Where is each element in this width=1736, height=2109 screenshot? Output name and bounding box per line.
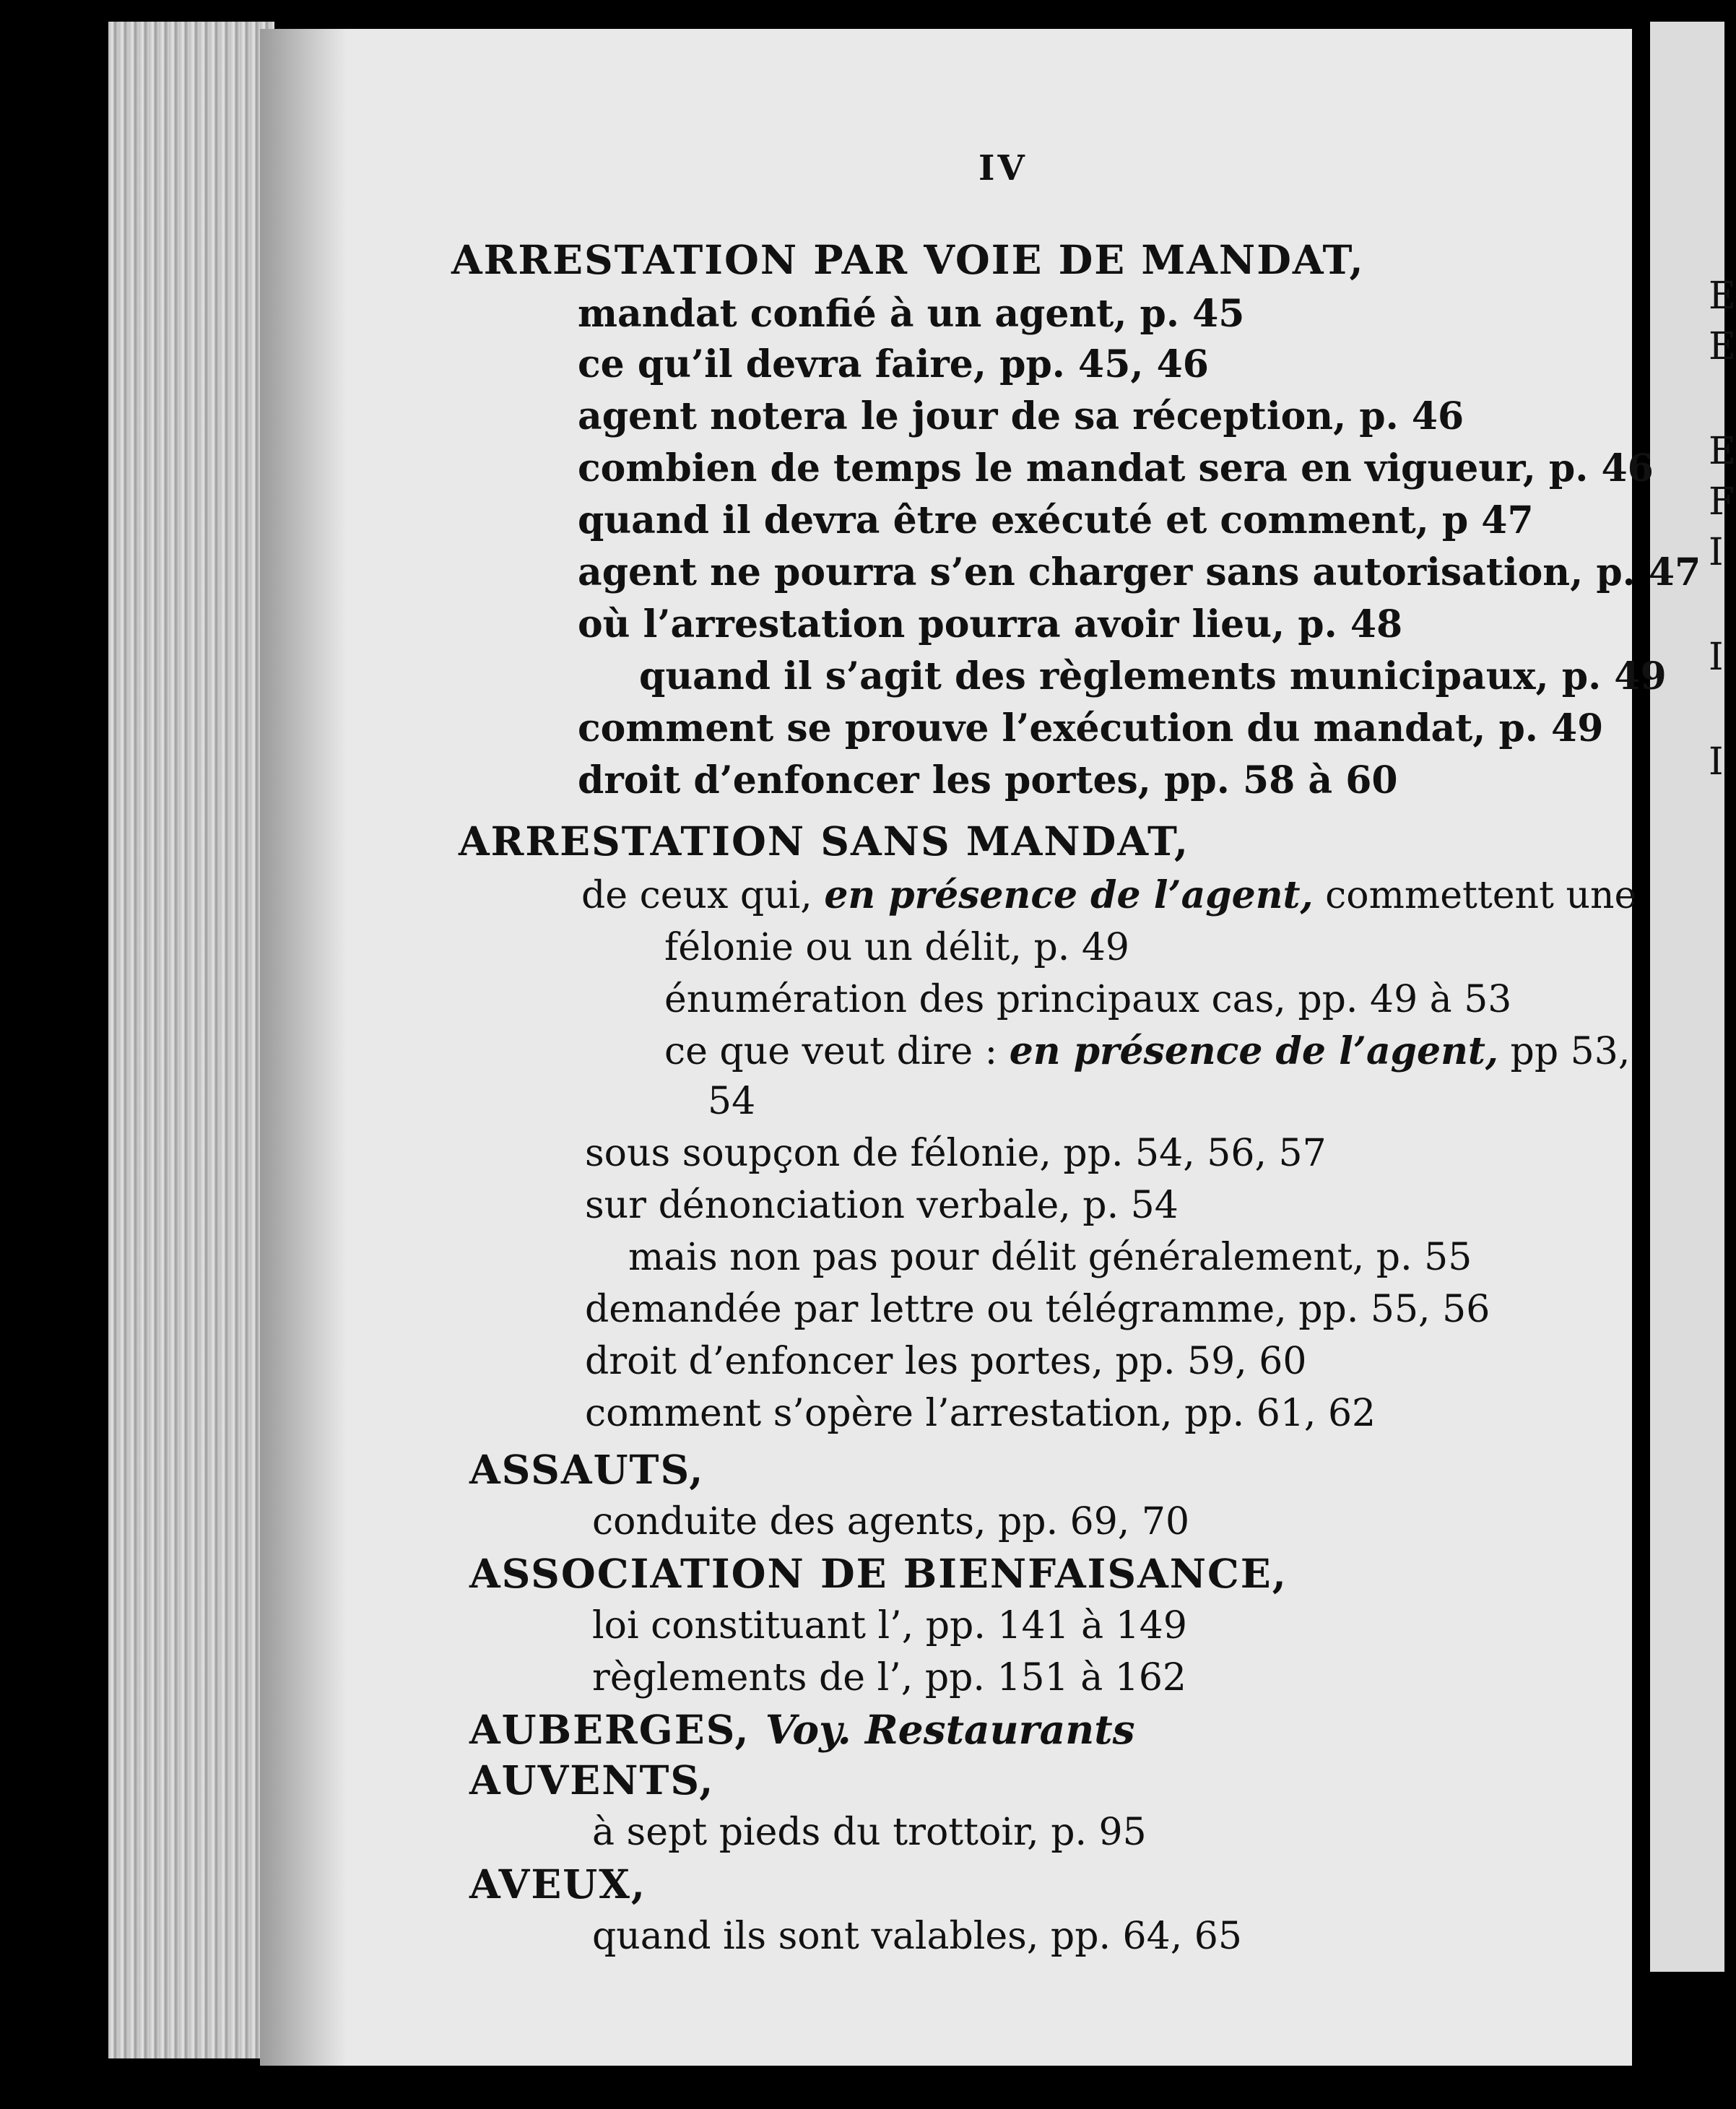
entry-italic-text: en présence de l’agent, [1009,1029,1499,1073]
cross-reference: Voy. Restaurants [765,1706,1135,1753]
index-entry: énumération des principaux cas, pp. 49 à 53 [664,978,1512,1021]
index-heading: ASSAUTS, [469,1446,705,1493]
entry-text: ce que veut dire : [664,1030,1010,1073]
facing-page-letter: I [1709,531,1724,574]
index-entry: droit d’enfoncer les portes, pp. 58 à 60 [578,758,1398,802]
entry-text: de ceux qui, [581,874,825,917]
index-entry [581,870,1636,921]
index-heading: AUVENTS, [469,1757,715,1803]
index-entry: 54 [708,1080,756,1123]
index-entry: loi constituant l’, pp. 141 à 149 [592,1604,1187,1647]
index-entry: agent notera le jour de sa réception, p. 46 [578,394,1464,438]
index-heading: ASSOCIATION DE BIENFAISANCE, [469,1550,1288,1597]
index-entry: combien de temps le mandat sera en vigueur, p. 46 [578,446,1654,490]
facing-page-letter: E [1709,325,1736,368]
index-heading [469,1705,1135,1755]
index-heading: ARRESTATION SANS MANDAT, [459,818,1190,865]
index-entry: ce qu’il devra faire, pp. 45, 46 [578,342,1209,386]
page-edges [108,22,274,2058]
index-entry: où l’arrestation pourra avoir lieu, p. 48 [578,602,1403,646]
index-entry: sur dénonciation verbale, p. 54 [585,1184,1179,1227]
facing-page-letter: E [1709,430,1736,473]
index-entry: agent ne pourra s’en charger sans autorisation, p. 47 [578,550,1701,594]
page-number: IV [978,148,1028,189]
index-entry: mandat confié à un agent, p. 45 [578,292,1245,336]
index-heading: AVEUX, [469,1861,647,1907]
facing-page-letter: I [1709,740,1724,784]
entry-text: AUBERGES, [469,1706,765,1753]
index-entry: quand il devra être exécuté et comment, p 47 [578,498,1534,542]
index-entry: sous soupçon de félonie, pp. 54, 56, 57 [585,1132,1327,1175]
page-gutter-shadow [260,29,347,2066]
facing-page-letter: E [1709,274,1736,318]
index-entry: comment s’opère l’arrestation, pp. 61, 62 [585,1392,1376,1435]
index-entry: quand ils sont valables, pp. 64, 65 [592,1915,1242,1958]
index-entry: mais non pas pour délit généralement, p. 55 [628,1236,1472,1279]
index-entry: comment se prouve l’exécution du mandat, p. 49 [578,706,1604,750]
index-heading: ARRESTATION PAR VOIE DE MANDAT, [451,236,1365,283]
facing-page-letter: I [1709,636,1724,679]
index-entry: règlements de l’, pp. 151 à 162 [592,1656,1187,1699]
index-entry: quand il s’agit des règlements municipaux, p. 49 [639,654,1667,698]
entry-text: pp 53, [1498,1030,1631,1073]
index-entry [664,1026,1630,1077]
index-entry: félonie ou un délit, p. 49 [664,926,1130,969]
index-entry: droit d’enfoncer les portes, pp. 59, 60 [585,1340,1307,1383]
entry-text: commettent une [1313,874,1637,917]
entry-italic-text: en présence de l’agent, [824,873,1314,917]
index-entry: à sept pieds du trottoir, p. 95 [592,1811,1147,1854]
index-entry: conduite des agents, pp. 69, 70 [592,1500,1190,1543]
facing-page-letter: F [1709,480,1735,524]
index-entry: demandée par lettre ou télégramme, pp. 55, 56 [585,1288,1490,1331]
